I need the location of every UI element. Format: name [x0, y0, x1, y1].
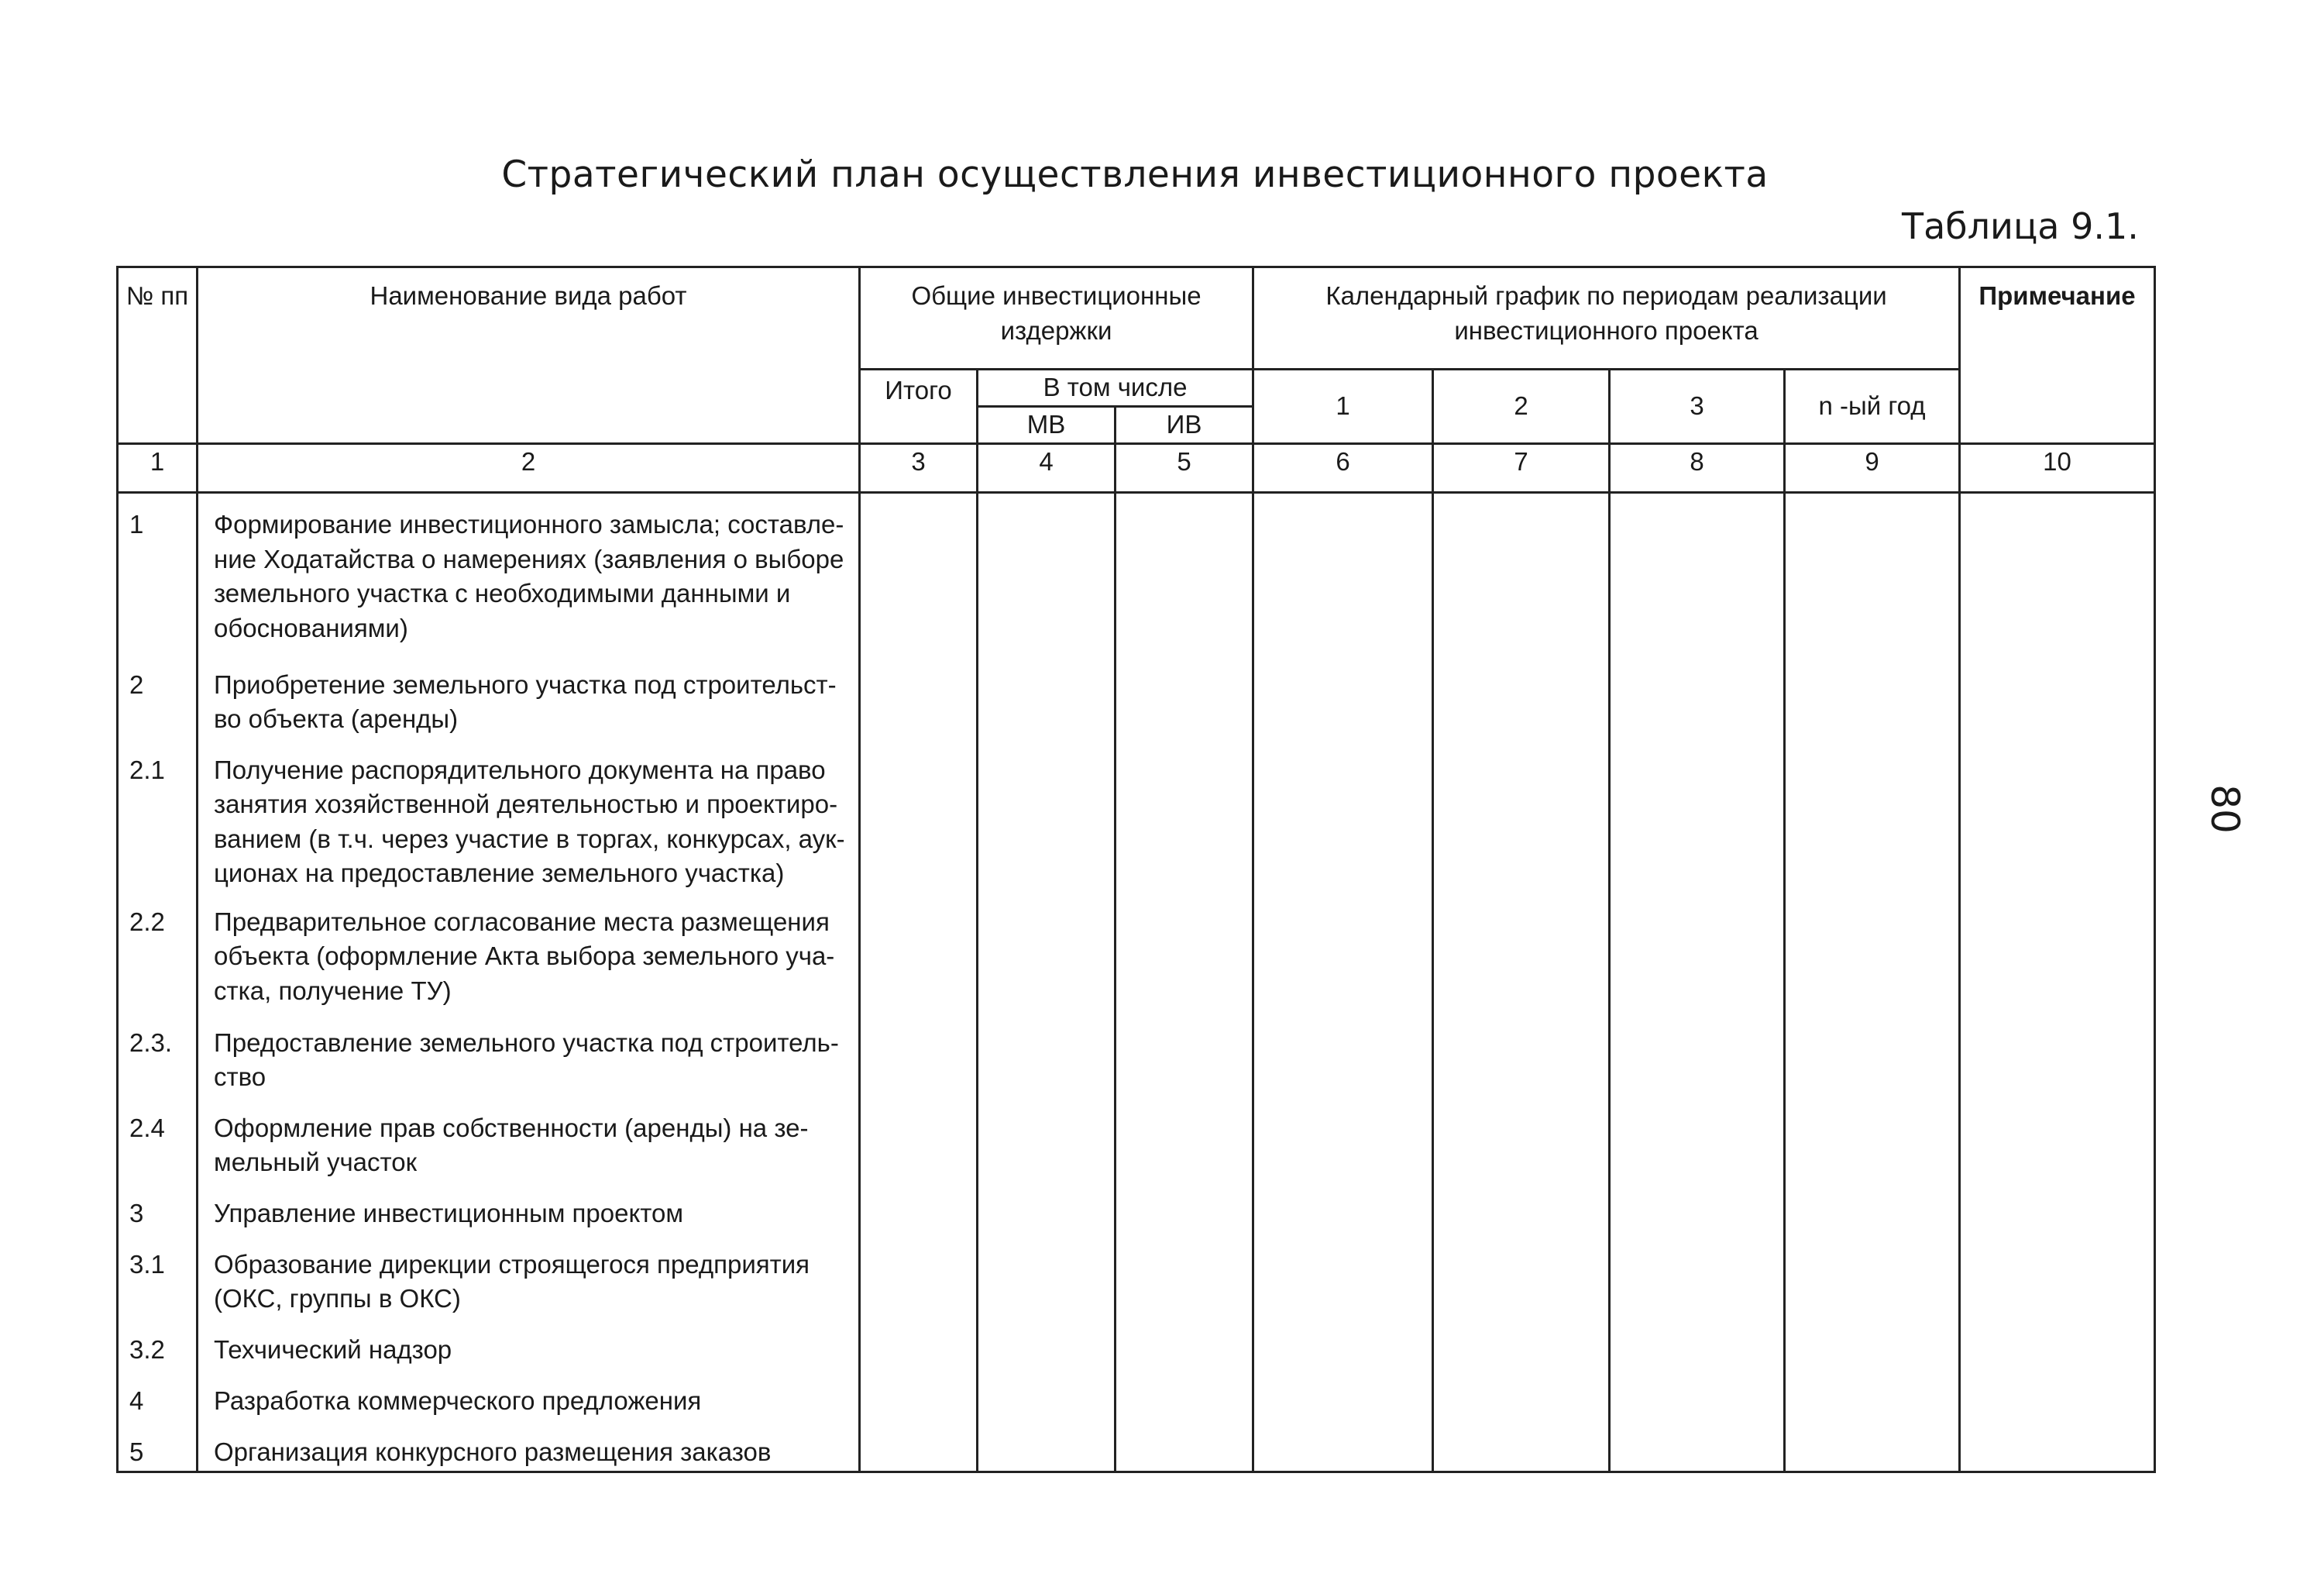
empty-cell [1433, 1012, 1610, 1097]
empty-cell [1960, 739, 2155, 891]
empty-cell [1116, 1319, 1253, 1370]
table-label: Таблица 9.1. [1902, 205, 2139, 247]
empty-cell [1253, 1421, 1433, 1472]
table-row [118, 493, 2155, 654]
header-period-1: 1 [1253, 370, 1433, 444]
empty-cell [1960, 654, 2155, 739]
row-work-name: Образование дирекции строящегося предприятия (ОКС, группы в ОКС) [198, 1234, 860, 1319]
empty-cell [1433, 1097, 1610, 1183]
empty-cell [1610, 1234, 1785, 1319]
empty-cell [978, 1097, 1116, 1183]
header-calendar-schedule: Календарный график по периодам реализации инвестиционного проекта [1253, 267, 1960, 370]
empty-cell [1433, 1421, 1610, 1472]
header-note: Примечание [1960, 267, 2155, 444]
row-work-name: Предоставление земельного участка под строитель-ство [198, 1012, 860, 1097]
empty-cell [1785, 493, 1960, 654]
row-number: 2.2 [118, 891, 198, 1012]
empty-cell [1785, 1319, 1960, 1370]
strategic-plan-table [116, 266, 2156, 1473]
empty-cell [1116, 1421, 1253, 1472]
empty-cell [1433, 1370, 1610, 1421]
row-number: 2.3. [118, 1012, 198, 1097]
empty-cell [1960, 1183, 2155, 1234]
header-period-n: n -ый год [1785, 370, 1960, 444]
header-period-3: 3 [1610, 370, 1785, 444]
empty-cell [1253, 1012, 1433, 1097]
header-work-name: Наименование вида работ [198, 267, 860, 444]
empty-cell [1785, 1183, 1960, 1234]
table-row [118, 654, 2155, 739]
empty-cell [1960, 493, 2155, 654]
empty-cell [1433, 1183, 1610, 1234]
row-work-name: Техчический надзор [198, 1319, 860, 1370]
empty-cell [860, 1370, 978, 1421]
empty-cell [1253, 1319, 1433, 1370]
empty-cell [1433, 1234, 1610, 1319]
empty-cell [978, 1319, 1116, 1370]
empty-cell [1610, 1370, 1785, 1421]
empty-cell [860, 1319, 978, 1370]
column-number: 5 [1116, 444, 1253, 493]
row-work-name: Формирование инвестиционного замысла; составле-ние Ходатайства о намерениях (заявления о выборе земельного участка с необходимыми данными и обоснованиями) [198, 493, 860, 654]
empty-cell [1610, 1012, 1785, 1097]
empty-cell [1960, 1097, 2155, 1183]
empty-cell [1253, 891, 1433, 1012]
row-work-name: Организация конкурсного размещения заказов [198, 1421, 860, 1472]
page-number: 80 [2202, 784, 2247, 834]
empty-cell [1610, 1319, 1785, 1370]
empty-cell [860, 1097, 978, 1183]
empty-cell [978, 493, 1116, 654]
empty-cell [1785, 1012, 1960, 1097]
empty-cell [860, 891, 978, 1012]
empty-cell [978, 1421, 1116, 1472]
empty-cell [1610, 1097, 1785, 1183]
table-row [118, 1183, 2155, 1234]
empty-cell [1433, 739, 1610, 891]
empty-cell [1253, 1183, 1433, 1234]
empty-cell [1960, 1319, 2155, 1370]
table-row [118, 1421, 2155, 1472]
empty-cell [860, 1183, 978, 1234]
header-total: Итого [860, 370, 978, 444]
empty-cell [978, 1234, 1116, 1319]
empty-cell [860, 493, 978, 654]
header-iv: ИВ [1116, 407, 1253, 444]
empty-cell [1785, 739, 1960, 891]
table-row [118, 1370, 2155, 1421]
table-row [118, 1012, 2155, 1097]
empty-cell [1116, 891, 1253, 1012]
table-row [118, 739, 2155, 891]
empty-cell [978, 739, 1116, 891]
row-work-name: Получение распорядительного документа на право занятия хозяйственной деятельностью и проектиро-ванием (в т.ч. через участие в торгах, конкурсах, аук-ционах на предоставление земельного участка) [198, 739, 860, 891]
empty-cell [1116, 1012, 1253, 1097]
empty-cell [978, 1012, 1116, 1097]
empty-cell [1253, 1370, 1433, 1421]
empty-cell [1253, 493, 1433, 654]
empty-cell [1253, 739, 1433, 891]
row-work-name: Управление инвестиционным проектом [198, 1183, 860, 1234]
empty-cell [1610, 654, 1785, 739]
empty-cell [1116, 654, 1253, 739]
empty-cell [1116, 1370, 1253, 1421]
empty-cell [978, 1370, 1116, 1421]
column-number: 2 [198, 444, 860, 493]
header-period-2: 2 [1433, 370, 1610, 444]
row-number: 3 [118, 1183, 198, 1234]
empty-cell [1610, 493, 1785, 654]
empty-cell [1610, 891, 1785, 1012]
column-number: 6 [1253, 444, 1433, 493]
empty-cell [1610, 1183, 1785, 1234]
empty-cell [1610, 739, 1785, 891]
empty-cell [1253, 1097, 1433, 1183]
empty-cell [1960, 1421, 2155, 1472]
column-number: 1 [118, 444, 198, 493]
header-num: № пп [118, 267, 198, 444]
empty-cell [1610, 1421, 1785, 1472]
empty-cell [1116, 1183, 1253, 1234]
empty-cell [1785, 654, 1960, 739]
empty-cell [1960, 1234, 2155, 1319]
row-number: 1 [118, 493, 198, 654]
empty-cell [978, 891, 1116, 1012]
column-number: 10 [1960, 444, 2155, 493]
empty-cell [860, 1234, 978, 1319]
column-number: 7 [1433, 444, 1610, 493]
empty-cell [1960, 891, 2155, 1012]
empty-cell [1116, 739, 1253, 891]
empty-cell [860, 1012, 978, 1097]
empty-cell [1433, 654, 1610, 739]
empty-cell [1785, 1370, 1960, 1421]
page-title: Стратегический план осуществления инвестиционного проекта [501, 153, 1769, 196]
empty-cell [1785, 1234, 1960, 1319]
empty-cell [860, 739, 978, 891]
row-number: 2.1 [118, 739, 198, 891]
empty-cell [978, 1183, 1116, 1234]
row-number: 2.4 [118, 1097, 198, 1183]
row-work-name: Оформление прав собственности (аренды) на зе-мельный участок [198, 1097, 860, 1183]
empty-cell [1253, 654, 1433, 739]
empty-cell [1116, 1234, 1253, 1319]
empty-cell [1785, 1421, 1960, 1472]
table-row [118, 1319, 2155, 1370]
column-number: 9 [1785, 444, 1960, 493]
row-number: 2 [118, 654, 198, 739]
table-row [118, 1234, 2155, 1319]
table-row [118, 1097, 2155, 1183]
column-number: 4 [978, 444, 1116, 493]
row-work-name: Разработка коммерческого предложения [198, 1370, 860, 1421]
empty-cell [978, 654, 1116, 739]
row-number: 4 [118, 1370, 198, 1421]
empty-cell [1433, 493, 1610, 654]
header-including: В том числе [978, 370, 1253, 407]
column-number: 8 [1610, 444, 1785, 493]
row-work-name: Предварительное согласование места размещения объекта (оформление Акта выбора земельного уча-стка, получение ТУ) [198, 891, 860, 1012]
empty-cell [1253, 1234, 1433, 1319]
row-work-name: Приобретение земельного участка под строительст-во объекта (аренды) [198, 654, 860, 739]
row-number: 3.2 [118, 1319, 198, 1370]
table-row [118, 891, 2155, 1012]
empty-cell [1785, 1097, 1960, 1183]
empty-cell [1116, 493, 1253, 654]
column-number: 3 [860, 444, 978, 493]
empty-cell [1433, 1319, 1610, 1370]
empty-cell [860, 654, 978, 739]
empty-cell [1785, 891, 1960, 1012]
empty-cell [1960, 1370, 2155, 1421]
row-number: 3.1 [118, 1234, 198, 1319]
empty-cell [1116, 1097, 1253, 1183]
empty-cell [1433, 891, 1610, 1012]
empty-cell [1960, 1012, 2155, 1097]
row-number: 5 [118, 1421, 198, 1472]
header-investment-costs: Общие инвестиционные издержки [860, 267, 1253, 370]
empty-cell [860, 1421, 978, 1472]
header-mv: МВ [978, 407, 1116, 444]
